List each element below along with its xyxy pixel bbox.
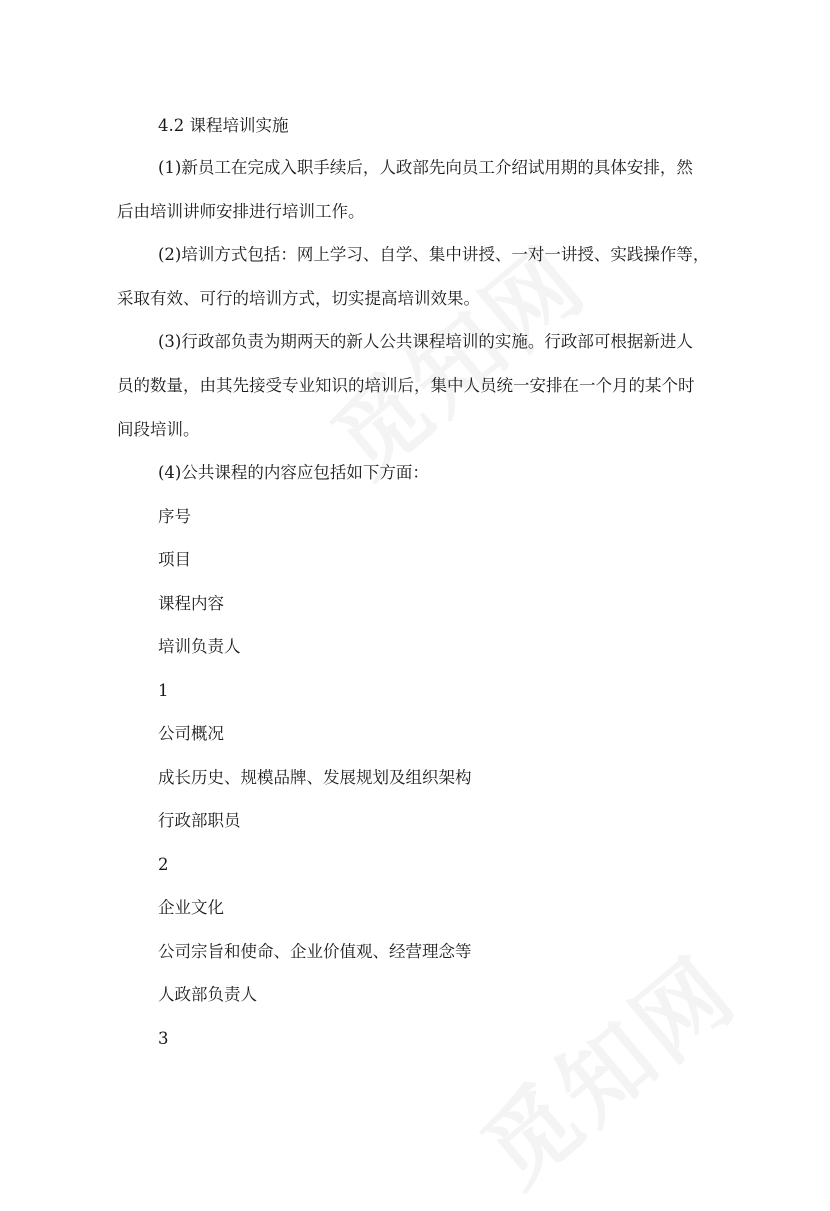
paragraph-line: (3)行政部负责为期两天的新人公共课程培训的实施。行政部可根据新进人 — [158, 332, 693, 351]
paragraph-line: 后由培训讲师安排进行培训工作。 — [117, 202, 365, 221]
table-header-cell: 课程内容 — [158, 594, 224, 613]
paragraph-line: 间段培训。 — [117, 420, 200, 439]
section-heading: 4.2 课程培训实施 — [158, 116, 289, 135]
table-cell-number: 1 — [158, 681, 169, 700]
paragraph-line: (4)公共课程的内容应包括如下方面： — [158, 463, 429, 482]
table-header-cell: 项目 — [158, 550, 191, 569]
table-cell-item: 公司概况 — [158, 724, 224, 743]
table-cell-content: 成长历史、规模品牌、发展规划及组织架构 — [158, 768, 472, 787]
table-cell-item: 企业文化 — [158, 898, 224, 917]
paragraph-line: (2)培训方式包括：网上学习、自学、集中讲授、一对一讲授、实践操作等， — [158, 245, 710, 264]
table-cell-content: 公司宗旨和使命、企业价值观、经营理念等 — [158, 942, 472, 961]
table-cell-number: 2 — [158, 855, 169, 874]
paragraph-line: (1)新员工在完成入职手续后，人政部先向员工介绍试用期的具体安排，然 — [158, 158, 693, 177]
table-cell-owner: 人政部负责人 — [158, 985, 257, 1004]
table-header-cell: 序号 — [158, 507, 191, 526]
table-cell-owner: 行政部职员 — [158, 811, 241, 830]
paragraph-line: 员的数量，由其先接受专业知识的培训后，集中人员统一安排在一个月的某个时 — [117, 376, 695, 395]
table-cell-number: 3 — [158, 1029, 169, 1048]
paragraph-line: 采取有效、可行的培训方式，切实提高培训效果。 — [117, 289, 480, 308]
table-header-cell: 培训负责人 — [158, 637, 241, 656]
watermark — [450, 921, 760, 1211]
